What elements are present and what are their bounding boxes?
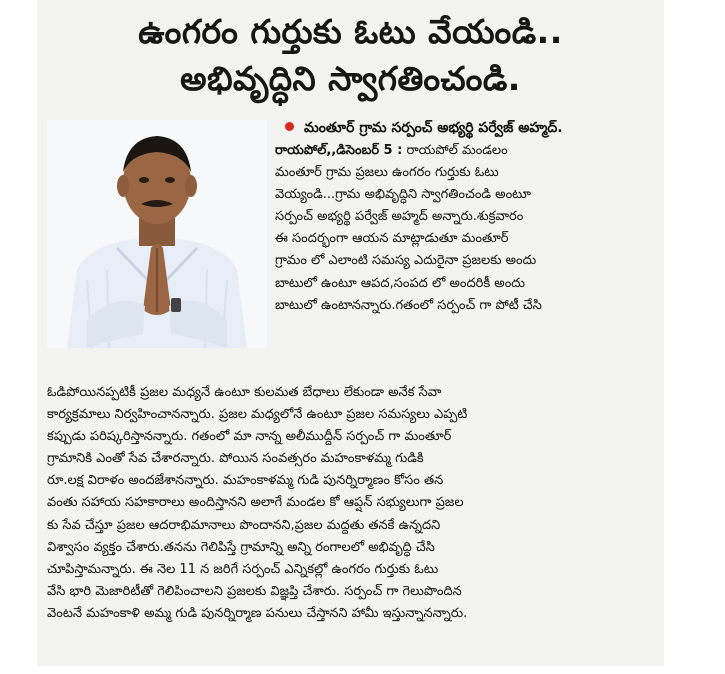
article-line: గ్రామం లో ఎలాంటి సమస్య ఎదురైనా ప్రజలకు అందు [275, 253, 537, 269]
photo-caption [285, 118, 655, 138]
article-line: కు సేవ చేస్తూ ప్రజల ఆదరాభిమానాలు పొందానని,ప్రజల మద్దతు తనకే ఉన్నదని [47, 517, 441, 533]
article-line: సర్పంచ్ అభ్యర్థి పర్వేజ్ అహ్మద్ అన్నారు.శుక్రవారం [275, 209, 524, 225]
article-line: రూ.లక్ష విరాళం అందజేశానన్నారు. మహంకాళమ్మ గుడి పునర్నిర్మాణం కోసం తన [47, 473, 444, 489]
headline [37, 8, 664, 102]
caption-bullet-icon [285, 122, 294, 131]
headline-line-1: ఉంగరం గుర్తుకు ఓటు వేయండి.. [138, 12, 563, 51]
headline-line-2: అభివృద్ధిని స్వాగతించండి. [180, 59, 521, 98]
article-line: కార్యక్రమాలు నిర్వహించానన్నారు. ప్రజల మధ్యలోనే ఉంటూ ప్రజల సమస్యలు ఎప్పటి [47, 407, 468, 423]
article-line: బాటులో ఉంటూ ఆపద,సంపద లో అందరికీ అందు [275, 275, 525, 291]
article-line: విశ్వాసం వ్యక్తం చేశారు.తనను గెలిపిస్తే గ్రామాన్ని అన్ని రంగాలలో అభివృద్ధి చేసి [47, 539, 435, 555]
newspaper-clipping [37, 0, 664, 666]
article-paragraph-narrow [275, 140, 653, 317]
article-line: వెంటనే మహంకాళి అమ్మ గుడి పునర్నిర్మాణ పనులు చేస్తానని హామీ ఇస్తున్నానన్నారు. [47, 605, 468, 621]
person-portrait-icon [47, 120, 267, 348]
article-line: ఓడిపోయినప్పటికీ ప్రజల మధ్యనే ఉంటూ కులమత బేధాలు లేకుండా అనేక సేవా [47, 385, 442, 400]
article-line: వంతు సహాయ సహకారాలు అందిస్తానని అలాగే మండల కో ఆప్షన్ సభ్యులుగా ప్రజల [47, 495, 464, 511]
first-line-text: రాయపోల్ మండలం [402, 143, 508, 158]
article-line: చూపిస్తామన్నారు. ఈ నెల 11 న జరిగే సర్పంచ్ ఎన్నికల్లో ఉంగరం గుర్తుకు ఓటు [47, 561, 439, 577]
article-line: వేసి భారి మెజారిటీతో గెలిపించాలని ప్రజలకు విజ్ఞప్తి చేశారు. సర్పంచ్ గా గెలుపొందిన [47, 583, 462, 599]
article-paragraph-full [47, 382, 653, 625]
article-line: బాటులో ఉంటానన్నారు.గతంలో సర్పంచ్ గా పోటీ చేసి [275, 297, 542, 313]
article-line-first [275, 140, 653, 162]
dateline: రాయపోల్,,డిసెంబర్ 5 : [275, 143, 403, 158]
article-line: కప్పుడు పరిష్కరిస్తానన్నారు. గతంలో మా నాన్న అలీముద్దీన్ సర్పంచ్ గా మంతూర్ [47, 429, 452, 445]
article-line: గ్రామానికి ఎంతో సేవ చేశారన్నారు. పోయిన సంవత్సరం మహంకాళమ్మ గుడికి [47, 451, 424, 467]
article-body [37, 112, 664, 664]
article-line: ఈ సందర్భంగా ఆయన మాట్లాడుతూ మంతూర్ [275, 231, 509, 247]
candidate-photo [47, 120, 267, 348]
article-line: మంతూర్ గ్రామ ప్రజలు ఉంగరం గుర్తుకు ఓటు [275, 165, 499, 181]
article-line: వెయ్యండి...గ్రామ అభివృద్ధిని స్వాగతించండి అంటూ [275, 187, 531, 203]
caption-text: మంతూర్ గ్రామ సర్పంచ్ అభ్యర్థి పర్వేజ్ అహ్మద్. [304, 120, 563, 136]
